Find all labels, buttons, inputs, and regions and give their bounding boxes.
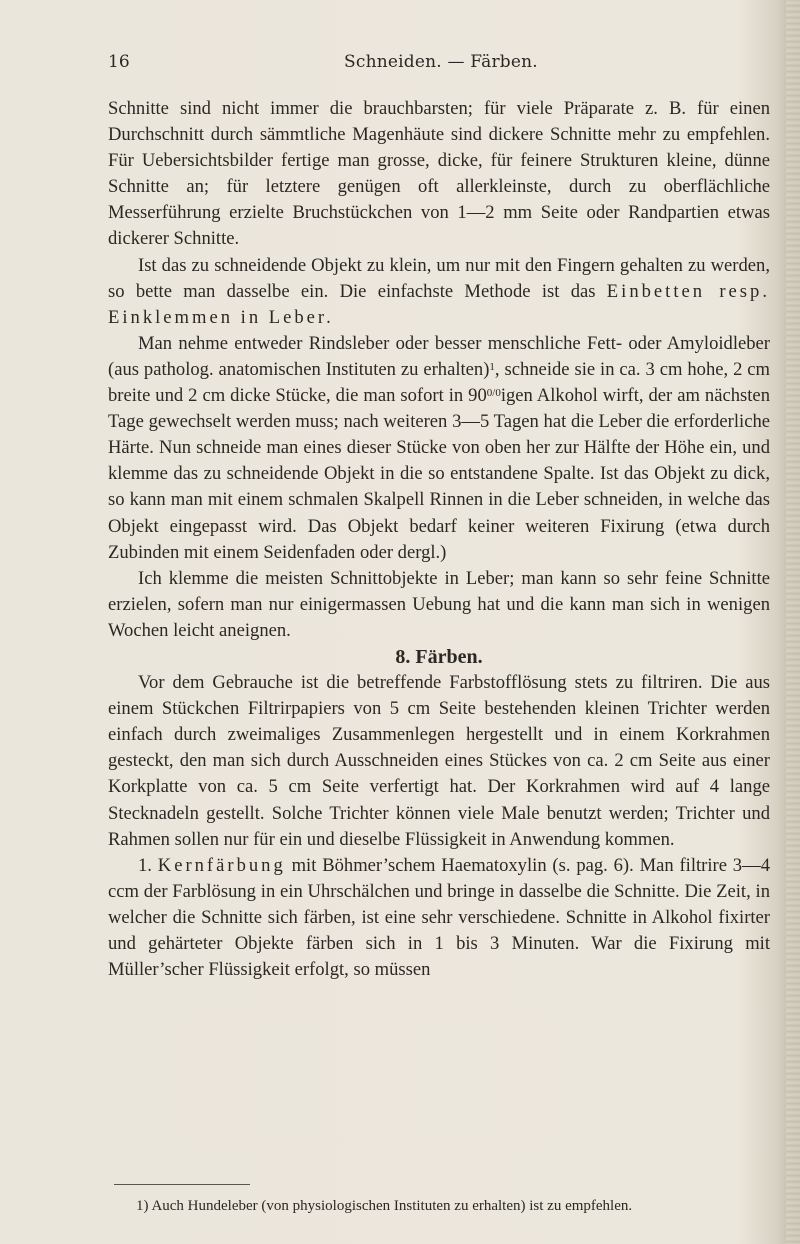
footnote-reference: 1 bbox=[489, 360, 495, 373]
footnote-marker: 1) bbox=[136, 1198, 149, 1214]
paragraph-2: Ist das zu schneidende Objekt zu klein, um nur mit den Fingern gehalten zu werden, so bette man dasselbe ein. Die einfachste Methode ist das Einbetten resp. Einklemmen in Leber. bbox=[108, 254, 770, 328]
emphasized-term: Kernfärbung bbox=[157, 854, 286, 876]
page-header bbox=[108, 52, 718, 78]
percent-sign: 0/0 bbox=[486, 387, 501, 400]
paragraph-4: Ich klemme die meisten Schnittobjekte in Leber; man kann so sehr feine Schnitte erzielen, sofern man nur einigermassen Uebung hat und die kann man sich in wenigen Wochen leicht aneignen. bbox=[108, 567, 770, 641]
main-text bbox=[108, 96, 770, 983]
emphasized-term: Einbetten resp. Einklemmen in Leber. bbox=[108, 280, 770, 328]
paragraph-5: Vor dem Gebrauche ist die betreffende Farbstofflösung stets zu filtriren. Die aus einem Stückchen Filtrirpapiers von 5 cm Seite bestehenden kleinen Trichter werden einfach durch zweimaliges Zusammenlegen hergestellt und in einem Korkrahmen gesteckt, den man sich durch Ausschneiden eines Stückes von ca. 2 cm Seite aus einer Korkplatte von ca. 5 cm Seite verfertigt hat. Der Korkrahmen wird auf 4 lange Stecknadeln gestellt. Solche Trichter können viele Male benutzt werden; Trichter und Rahmen sollen nur für ein und dieselbe Flüssigkeit in Anwendung kommen. bbox=[108, 672, 770, 850]
paragraph-1: Schnitte sind nicht immer die brauchbarsten; für viele Präparate z. B. für einen Durchschnitt durch sämmtliche Magenhäute sind dickere Schnitte mehr zu empfehlen. Für Uebersichtsbilder fertige man grosse, dicke, für feinere Strukturen kleine, dünne Schnitte an; für letztere genügen oft allerkleinste, durch zu oberflächliche Messerführung erzielte Bruchstückchen von 1—2 mm Seite oder Randpartien etwas dickerer Schnitte. bbox=[108, 98, 770, 250]
page-edge bbox=[786, 0, 800, 1244]
section-heading: 8. Färben. bbox=[395, 645, 483, 668]
footnote-text: Auch Hundeleber (von physiologischen Instituten zu erhalten) ist zu empfehlen. bbox=[151, 1198, 633, 1214]
page-number: 16 bbox=[108, 52, 130, 72]
footnote-divider bbox=[114, 1184, 250, 1185]
running-title: Schneiden. — Färben. bbox=[344, 52, 538, 72]
footnote bbox=[136, 1196, 776, 1216]
paragraph-6: 1. Kernfärbung mit Böhmer’schem Haematoxylin (s. pag. 6). Man filtrire 3—4 ccm der Farblösung in ein Uhrschälchen und bringe in dasselbe die Schnitte. Die Zeit, in welcher die Schnitte sich färben, ist eine sehr verschiedene. Schnitte in Alkohol fixirter und gehärteter Objekte färben sich in 1 bis 3 Minuten. War die Fixirung mit Müller’scher Flüssigkeit erfolgt, so müssen bbox=[108, 854, 770, 981]
paragraph-3: Man nehme entweder Rindsleber oder besser menschliche Fett- oder Amyloidleber (aus patholog. anatomischen Instituten zu erhalten)$^1$, schneide sie in ca. 3 cm hohe, 2 cm breite und 2 cm dicke Stücke, die man sofort in $90^{0/0}igen$ Alkohol wirft, der am nächsten Tage gewechselt werden muss; nach weiteren 3—5 Tagen hat die Leber die erforderliche Härte. Nun schneide man eines dieser Stücke von oben her zur Hälfte der Höhe ein, und klemme das zu schneidende Objekt in die so entstandene Spalte. Ist das Objekt zu dick, so kann man mit einem schmalen Skalpell Rinnen in die Leber schneiden, in welche das Objekt eingepasst wird. Das Objekt bedarf keiner weiteren Fixirung (etwa durch Zubinden mit einem Seidenfaden oder dergl.) bbox=[108, 332, 771, 563]
